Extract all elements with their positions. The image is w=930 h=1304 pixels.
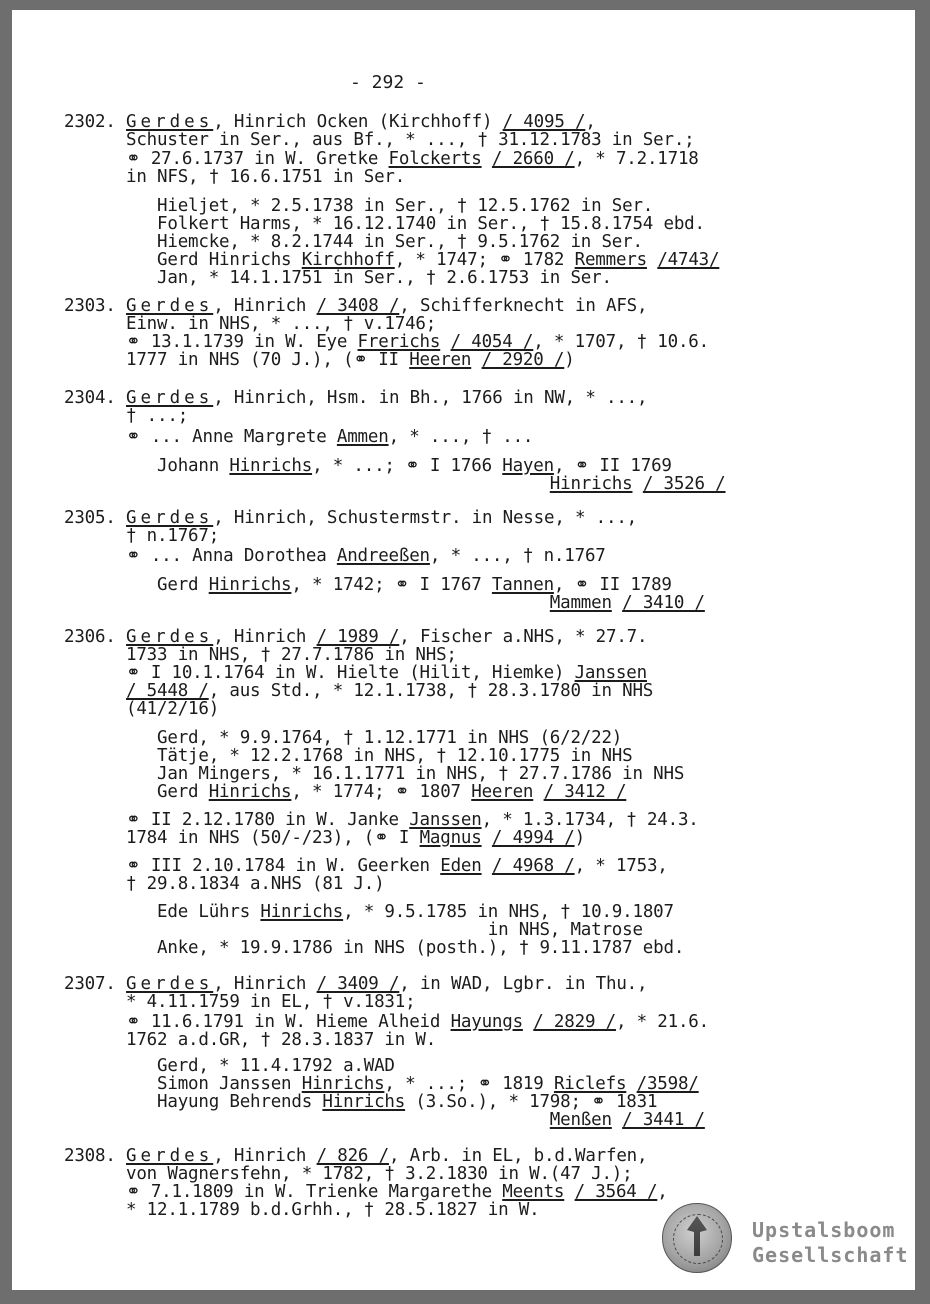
watermark-line-1: Upstalsboom: [752, 1218, 896, 1242]
underlined-name: / 4994 /: [491, 828, 575, 848]
underlined-name: / 2660 /: [491, 149, 575, 169]
text-segment: , ⚭ II 1789: [553, 575, 672, 595]
text-segment: , * ...; ⚭ I 1766: [312, 456, 503, 476]
text-segment: , ⚭ II 1769: [553, 456, 672, 476]
entry-line: [64, 547, 606, 565]
text-segment: , Hinrich: [213, 296, 317, 316]
text-segment: , * ..., † n.1767: [429, 546, 606, 566]
text-segment: ⚭ I 10.1.1764 in W. Hielte (Hilit, Hiemke): [64, 663, 575, 683]
text-segment: ⚭ 13.1.1739 in W. Eye: [64, 332, 358, 352]
text-segment: Hiemcke, * 8.2.1744 in Ser., † 9.5.1762 in Ser.: [64, 232, 643, 252]
text-segment: [564, 1182, 574, 1202]
underlined-name: Eden: [440, 856, 482, 876]
text-segment: ⚭ ... Anna Dorothea: [64, 546, 337, 566]
text-segment: , Schifferknecht in AFS,: [399, 296, 648, 316]
text-segment: ⚭ II 2.12.1780 in W. Janke: [64, 810, 410, 830]
underlined-name: Hinrichs: [260, 902, 344, 922]
underlined-name: / 4968 /: [491, 856, 575, 876]
entry-line: [64, 215, 705, 233]
text-segment: , Fischer a.NHS, * 27.7.: [399, 627, 648, 647]
text-segment: Jan, * 14.1.1751 in Ser., † 2.6.1753 in Ser.: [64, 268, 612, 288]
surname-spaced: Gerdes: [126, 388, 214, 408]
text-segment: , * 1774; ⚭ 1807: [291, 782, 472, 802]
text-segment: 2308.: [64, 1146, 127, 1166]
text-segment: [64, 681, 126, 701]
underlined-name: Hinrichs: [322, 1092, 406, 1112]
society-seal-icon: [662, 1203, 732, 1273]
text-segment: 2303.: [64, 296, 127, 316]
text-segment: ,: [657, 1182, 668, 1202]
entry-line: [64, 594, 705, 612]
entry-line: [64, 475, 726, 493]
entry-line: [64, 682, 653, 700]
entry-line: [64, 150, 699, 168]
entry-line: [64, 1057, 395, 1075]
underlined-name: / 3564 /: [574, 1182, 658, 1202]
entry-line: [64, 939, 684, 957]
entry-header-2303: [64, 297, 647, 315]
entry-line: [64, 1075, 699, 1093]
underlined-name: / 1989 /: [316, 627, 400, 647]
entry-header-2306: [64, 628, 647, 646]
text-segment: Anke, * 19.9.1786 in NHS (posth.), † 9.11.1787 ebd.: [64, 938, 685, 958]
watermark-line-2: Gesellschaft: [752, 1243, 909, 1267]
text-segment: , Hinrich: [213, 974, 317, 994]
text-segment: [482, 149, 492, 169]
text-segment: [64, 593, 550, 613]
text-segment: * 12.1.1789 b.d.Grhh., † 28.5.1827 in W.: [64, 1200, 540, 1220]
entry-line: [64, 351, 575, 369]
text-segment: Gerd, * 11.4.1792 a.WAD: [64, 1056, 395, 1076]
underlined-name: Kirchhoff: [301, 250, 395, 270]
text-segment: von Wagnersfehn, * 1782, † 3.2.1830 in W.(47 J.);: [64, 1164, 633, 1184]
underlined-name: Hayen: [502, 456, 554, 476]
text-segment: ,: [585, 112, 596, 132]
text-segment: [626, 1074, 636, 1094]
entry-line: [64, 233, 643, 251]
text-segment: , * 21.6.: [615, 1012, 709, 1032]
text-segment: , Hinrich: [213, 1146, 317, 1166]
text-segment: (41/2/16): [64, 699, 220, 719]
text-segment: Simon Janssen: [64, 1074, 302, 1094]
entry-line: [64, 1165, 632, 1183]
entry-header-2302: [64, 113, 596, 131]
surname-spaced: Gerdes: [126, 974, 214, 994]
text-segment: Folkert Harms, * 16.12.1740 in Ser., † 15.8.1754 ebd.: [64, 214, 705, 234]
text-segment: , * 7.2.1718: [574, 149, 699, 169]
text-segment: * 4.11.1759 in EL, † v.1831;: [64, 992, 416, 1012]
underlined-name: / 4095 /: [502, 112, 586, 132]
entry-line: [64, 783, 626, 801]
underlined-name: / 3412 /: [543, 782, 627, 802]
text-segment: [612, 593, 622, 613]
text-segment: ): [574, 828, 585, 848]
entry-line: [64, 1183, 668, 1201]
entry-line: [64, 457, 672, 475]
entry-line: [64, 857, 668, 875]
surname-spaced: Gerdes: [126, 627, 214, 647]
text-segment: Einw. in NHS, * ..., † v.1746;: [64, 314, 437, 334]
underlined-name: / 2920 /: [481, 350, 565, 370]
text-segment: ⚭ ... Anne Margrete: [64, 427, 337, 447]
underlined-name: Heeren: [471, 782, 534, 802]
text-segment: 2305.: [64, 508, 127, 528]
text-segment: [64, 1110, 550, 1130]
page-number: - 292 -: [350, 72, 426, 93]
text-segment: , * 1707, † 10.6.: [533, 332, 709, 352]
entry-line: [64, 269, 612, 287]
entry-line: [64, 527, 219, 545]
underlined-name: Janssen: [574, 663, 647, 683]
surname-spaced: Gerdes: [126, 1146, 214, 1166]
underlined-name: Hayungs: [450, 1012, 523, 1032]
text-segment: Johann: [64, 456, 230, 476]
entry-line: [64, 829, 585, 847]
text-segment: , * 1753,: [574, 856, 668, 876]
text-segment: Gerd, * 9.9.1764, † 1.12.1771 in NHS (6/2/22): [64, 728, 623, 748]
entry-line: [64, 1013, 709, 1031]
surname-spaced: Gerdes: [126, 508, 214, 528]
entry-line: [64, 765, 684, 783]
entry-line: [64, 747, 632, 765]
entry-header-2304: [64, 389, 647, 407]
text-segment: 2306.: [64, 627, 127, 647]
text-segment: Jan Mingers, * 16.1.1771 in NHS, † 27.7.1786 in NHS: [64, 764, 685, 784]
text-segment: Hieljet, * 2.5.1738 in Ser., † 12.5.1762 in Ser.: [64, 196, 654, 216]
entry-line: [64, 251, 719, 269]
underlined-name: Hinrichs: [208, 782, 292, 802]
entry-header-2305: [64, 509, 637, 527]
underlined-name: Frerichs: [357, 332, 441, 352]
text-segment: † n.1767;: [64, 526, 220, 546]
entry-line: [64, 428, 533, 446]
text-segment: , Hinrich, Schustermstr. in Nesse, * ...,: [213, 508, 638, 528]
entry-header-2308: [64, 1147, 647, 1165]
entry-line: [64, 921, 643, 939]
entry-line: [64, 1201, 539, 1219]
text-segment: 1762 a.d.GR, † 28.3.1837 in W.: [64, 1030, 437, 1050]
text-segment: Gerd Hinrichs: [64, 250, 302, 270]
text-segment: [440, 332, 450, 352]
text-segment: in NHS, Matrose: [64, 920, 643, 940]
text-segment: 2307.: [64, 974, 127, 994]
entry-line: [64, 168, 405, 186]
underlined-name: Mammen: [549, 593, 612, 613]
text-segment: [632, 474, 642, 494]
text-segment: [471, 350, 481, 370]
underlined-name: / 3408 /: [316, 296, 400, 316]
entry-header-2307: [64, 975, 647, 993]
underlined-name: Magnus: [419, 828, 482, 848]
underlined-name: Janssen: [409, 810, 482, 830]
underlined-name: Meents: [502, 1182, 565, 1202]
text-segment: Ede Lührs: [64, 902, 261, 922]
text-segment: [612, 1110, 622, 1130]
underlined-name: / 3441 /: [622, 1110, 705, 1130]
text-segment: ): [564, 350, 575, 370]
underlined-name: Andreeßen: [336, 546, 430, 566]
text-segment: † ...;: [64, 406, 189, 426]
text-segment: Hayung Behrends: [64, 1092, 323, 1112]
entry-line: [64, 576, 672, 594]
text-segment: , * 9.5.1785 in NHS, † 10.9.1807: [343, 902, 674, 922]
entry-line: [64, 407, 188, 425]
entry-line: [64, 700, 219, 718]
underlined-name: Folckerts: [388, 149, 482, 169]
underlined-name: Remmers: [574, 250, 647, 270]
entry-line: [64, 333, 709, 351]
entry-line: [64, 811, 699, 829]
text-segment: † 29.8.1834 a.NHS (81 J.): [64, 874, 385, 894]
underlined-name: Heeren: [409, 350, 472, 370]
entry-line: [64, 875, 384, 893]
underlined-name: / 3410 /: [622, 593, 705, 613]
underlined-name: / 2829 /: [533, 1012, 616, 1032]
text-segment: , * 1742; ⚭ I 1767: [291, 575, 492, 595]
entry-line: [64, 993, 415, 1011]
text-segment: Gerd: [64, 575, 209, 595]
underlined-name: / 3409 /: [316, 974, 400, 994]
text-segment: [523, 1012, 533, 1032]
text-segment: , Hinrich, Hsm. in Bh., 1766 in NW, * ...,: [213, 388, 648, 408]
text-segment: ⚭ 11.6.1791 in W. Hieme Alheid: [64, 1012, 451, 1032]
underlined-name: / 4054 /: [450, 332, 534, 352]
document-page: [12, 10, 915, 1290]
text-segment: (3.So.), * 1798; ⚭ 1831: [405, 1092, 658, 1112]
underlined-name: Hinrichs: [208, 575, 292, 595]
text-segment: [647, 250, 657, 270]
text-segment: [482, 828, 492, 848]
entry-line: [64, 131, 695, 149]
underlined-name: /3598/: [636, 1074, 699, 1094]
text-segment: , * ...; ⚭ 1819: [384, 1074, 554, 1094]
text-segment: ⚭ 27.6.1737 in W. Gretke: [64, 149, 389, 169]
text-segment: 2304.: [64, 388, 127, 408]
underlined-name: / 826 /: [316, 1146, 389, 1166]
underlined-name: /4743/: [657, 250, 720, 270]
text-segment: ⚭ III 2.10.1784 in W. Geerken: [64, 856, 441, 876]
entry-line: [64, 1111, 705, 1129]
text-segment: , aus Std., * 12.1.1738, † 28.3.1780 in NHS: [208, 681, 654, 701]
text-segment: Tätje, * 12.2.1768 in NHS, † 12.10.1775 in NHS: [64, 746, 633, 766]
underlined-name: Menßen: [549, 1110, 612, 1130]
text-segment: , Arb. in EL, b.d.Warfen,: [388, 1146, 648, 1166]
text-segment: , Hinrich Ocken (Kirchhoff): [213, 112, 503, 132]
surname-spaced: Gerdes: [126, 296, 214, 316]
text-segment: , * ..., † ...: [388, 427, 534, 447]
text-segment: , Hinrich: [213, 627, 317, 647]
text-segment: in NFS, † 16.6.1751 in Ser.: [64, 167, 406, 187]
underlined-name: Hinrichs: [229, 456, 313, 476]
entry-line: [64, 729, 622, 747]
surname-spaced: Gerdes: [126, 112, 214, 132]
entry-line: [64, 315, 436, 333]
underlined-name: / 5448 /: [126, 681, 209, 701]
underlined-name: Ammen: [336, 427, 389, 447]
text-segment: , * 1.3.1734, † 24.3.: [481, 810, 699, 830]
entry-line: [64, 1031, 436, 1049]
text-segment: [64, 474, 550, 494]
text-segment: , * 1747; ⚭ 1782: [394, 250, 575, 270]
underlined-name: / 3526 /: [642, 474, 726, 494]
text-segment: [482, 856, 492, 876]
underlined-name: Tannen: [491, 575, 554, 595]
entry-line: [64, 1093, 657, 1111]
text-segment: Gerd: [64, 782, 209, 802]
text-segment: , in WAD, Lgbr. in Thu.,: [399, 974, 648, 994]
text-segment: [533, 782, 543, 802]
text-segment: 1777 in NHS (70 J.), (⚭ II: [64, 350, 410, 370]
entry-line: [64, 197, 653, 215]
text-segment: Schuster in Ser., aus Bf., * ..., † 31.12.1783 in Ser.;: [64, 130, 695, 150]
text-segment: 1733 in NHS, † 27.7.1786 in NHS;: [64, 645, 457, 665]
text-segment: ⚭ 7.1.1809 in W. Trienke Margarethe: [64, 1182, 503, 1202]
underlined-name: Hinrichs: [549, 474, 633, 494]
underlined-name: Riclefs: [553, 1074, 627, 1094]
underlined-name: Hinrichs: [301, 1074, 385, 1094]
entry-line: [64, 903, 674, 921]
text-segment: 2302.: [64, 112, 127, 132]
entry-line: [64, 664, 647, 682]
entry-line: [64, 646, 457, 664]
text-segment: 1784 in NHS (50/-/23), (⚭ I: [64, 828, 420, 848]
